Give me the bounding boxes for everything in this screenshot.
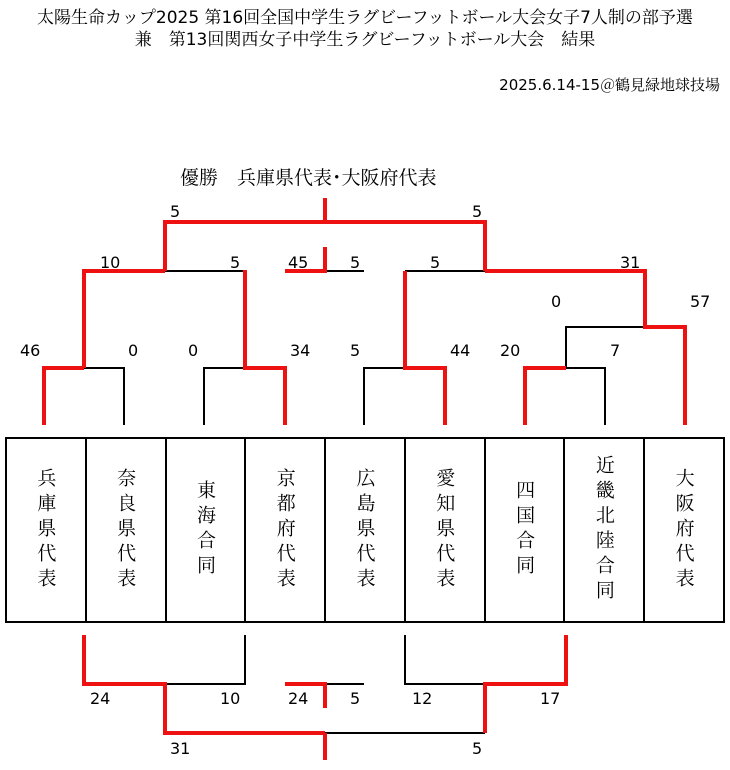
score-r1-tokai: 0 <box>188 341 199 360</box>
score-final-right: 5 <box>472 202 483 221</box>
bracket-line <box>165 635 245 684</box>
score-lower-tokai: 10 <box>220 689 241 708</box>
score-lower-mid-a: 24 <box>288 689 309 708</box>
team-cell <box>167 439 247 621</box>
score-sf-right-b: 31 <box>620 253 641 272</box>
team-name: 広島県代表 <box>353 467 376 593</box>
score-final-left: 5 <box>170 202 181 221</box>
score-r1-shikoku: 20 <box>500 341 521 360</box>
team-cell <box>326 439 406 621</box>
bracket-line <box>405 271 445 425</box>
team-cell <box>645 439 723 621</box>
bracket-line <box>44 368 84 425</box>
score-lower-shikoku: 17 <box>540 689 561 708</box>
team-table <box>5 437 725 623</box>
team-name: 兵庫県代表 <box>34 467 57 593</box>
team-name: 近畿北陸合同 <box>592 455 615 605</box>
team-name: 東海合同 <box>193 480 216 580</box>
bracket-line <box>485 635 566 733</box>
bracket-line <box>525 368 566 425</box>
score-lower-final-right: 5 <box>472 739 483 758</box>
team-cell <box>7 439 87 621</box>
bracket-line <box>84 368 124 425</box>
bracket-line <box>245 270 285 425</box>
score-qf-osaka: 57 <box>690 292 711 311</box>
score-qf-kinki-hokuriku: 0 <box>551 292 562 311</box>
team-cell <box>246 439 326 621</box>
champion-label: 優勝 兵庫県代表･大阪府代表 <box>180 167 437 189</box>
score-r1-aichi: 44 <box>450 341 471 360</box>
bracket-line <box>204 368 245 425</box>
score-r1-hiroshima: 5 <box>350 341 361 360</box>
score-lower-hyogo: 24 <box>90 689 111 708</box>
team-cell <box>565 439 645 621</box>
team-cell <box>87 439 167 621</box>
score-r1-hyogo: 46 <box>20 341 41 360</box>
bracket-line <box>84 271 165 368</box>
score-lower-aichi: 12 <box>412 689 433 708</box>
score-sf-left-b: 5 <box>230 253 241 272</box>
team-name: 大阪府代表 <box>672 467 695 593</box>
score-sf-mid-b: 5 <box>350 253 361 272</box>
date-venue: 2025.6.14-15＠鶴見緑地球技場 <box>499 76 720 94</box>
score-r1-kinki-hokuriku: 7 <box>610 341 621 360</box>
team-name: 奈良県代表 <box>114 467 137 593</box>
team-name: 京都府代表 <box>273 467 296 593</box>
bracket-line <box>405 635 485 684</box>
bracket-line <box>364 368 405 425</box>
team-cell <box>406 439 486 621</box>
score-sf-right-a: 5 <box>430 253 441 272</box>
team-name: 愛知県代表 <box>433 467 456 593</box>
team-name: 四国合同 <box>513 480 536 580</box>
score-r1-kyoto: 34 <box>290 341 311 360</box>
bracket-line <box>566 368 605 425</box>
score-sf-left-a: 10 <box>100 253 121 272</box>
score-lower-mid-b: 5 <box>350 689 361 708</box>
team-cell <box>486 439 566 621</box>
title-line-1: 太陽生命カップ2025 第16回全国中学生ラグビーフットボール大会女子7人制の部予選 <box>37 8 693 28</box>
score-r1-nara: 0 <box>128 341 139 360</box>
score-lower-final-left: 31 <box>170 739 191 758</box>
bracket-line <box>566 327 645 368</box>
score-sf-mid-a: 45 <box>288 253 309 272</box>
title-line-2: 兼 第13回関西女子中学生ラグビーフットボール大会 結果 <box>134 30 596 50</box>
